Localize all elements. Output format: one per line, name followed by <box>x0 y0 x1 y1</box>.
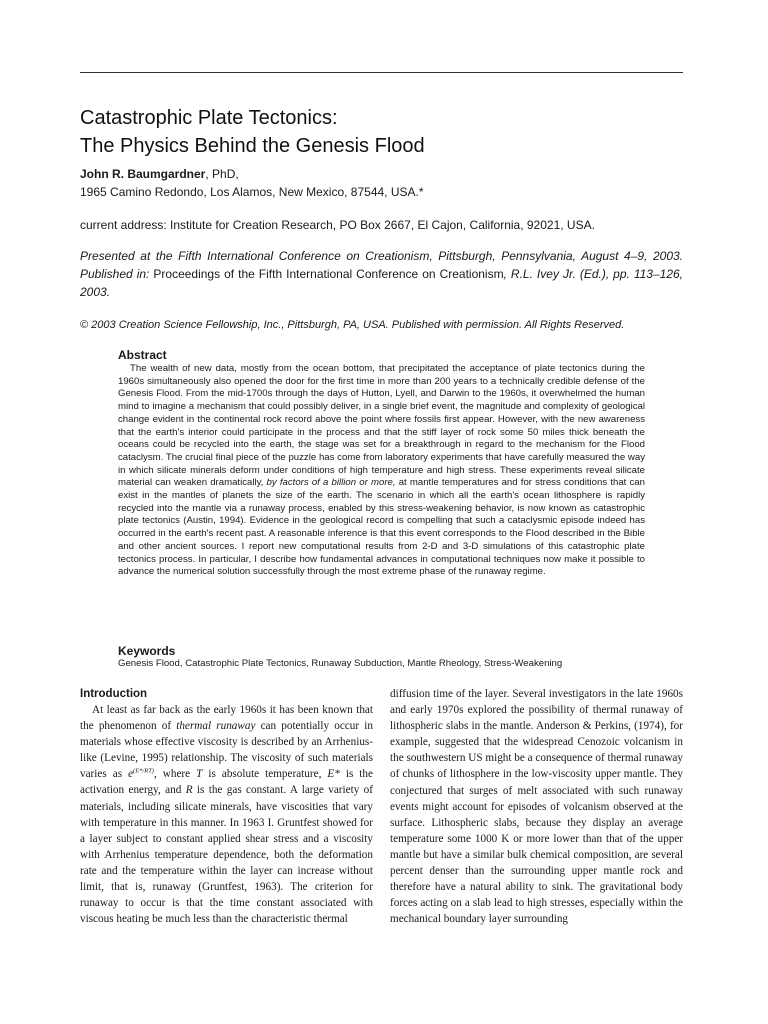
intro-formula-base: e <box>128 768 134 781</box>
author-degree: , PhD, <box>205 167 239 181</box>
title-line-2: The Physics Behind the Genesis Flood <box>80 135 425 157</box>
abstract-heading: Abstract <box>118 348 167 362</box>
intro-text-f: is the gas constant. A large variety of materials, including silicate minerals, have viscosities that vary with temperature in this manner. In 1963 I. Gruntfest showed for a layer subject to constant applied shear stress and a viscosity with Arrhenius temperature dependence, both the deformation rate and the temperature within the layer can increase without limit, that is, runaway (Gruntfest, 1963). The criterion for runaway to occur is that the time constant associated with viscous heating be much less than the characteristic thermal <box>80 784 373 926</box>
presentation-note <box>80 247 683 301</box>
keywords-heading: Keywords <box>118 644 176 658</box>
paper-title <box>80 104 690 160</box>
intro-text-c: , where <box>153 768 197 781</box>
author-line <box>80 165 690 183</box>
keywords-text: Genesis Flood, Catastrophic Plate Tectonics, Runaway Subduction, Mantle Rheology, Stress-Weakening <box>118 658 563 669</box>
introduction-heading: Introduction <box>80 688 148 700</box>
title-line-1: Catastrophic Plate Tectonics: <box>80 107 338 129</box>
abstract-text-part-1: The wealth of new data, mostly from the ocean bottom, that precipitated the acceptance of plate tectonics during the 1960s simultaneously also opened the door for the first time in more than 200 years to a technically credible defense of the Genesis Flood. From the mid-1700s through the days of Hutton, Lyell, and Darwin to the 1960s, it overwhelmed the human mind to imagine a mechanism that could possibly deliver, in a single brief event, the magnitude and complexity of geological change evident in the continental rock record above the point where fossils first appear. However, with the new awareness that the earth's interior could participate in the process and that the stiff layer of rock some 50 miles thick beneath the oceans could be recycled into the earth, the stage was set for a breakthrough in regard to the mechanism for the Flood cataclysm. The crucial final piece of the puzzle has come from laboratory experiments that have carefully measured the way in which silicate minerals deform under conditions of high temperature and high stress. These experiments reveal silicate material can weaken dramatically, <box>118 363 645 489</box>
abstract-text <box>118 363 645 579</box>
intro-symbol-r: R <box>185 784 193 797</box>
presented-text: Presented at the Fifth International Conference on Creationism, Pittsburgh, Pennsylvania, August 4–9, 2003. Published in: <box>80 249 683 281</box>
abstract-text-part-2: at mantle temperatures and for stress conditions that can exist in the mantles of planets the size of the earth. The scenario in which all the earth's ocean lithosphere is rapidly recycled into the mantle via a runaway process, enabled by this stress-weakening behavior, is now known as catastrophic plate tectonics (Austin, 1994). Evidence in the geological record is compelling that such a cataclysmic episode indeed has occurred in the earth's recent past. A reasonable inference is that this event corresponds to the Flood described in the Bible and other ancient sources. I report new computational results from 2-D and 3-D simulations of this catastrophic plate tectonics process. In particular, I describe how fundamental advances in computational techniques now make it possible to advance the numerical solution successfully through the most extreme phase of the runaway regime. <box>118 477 645 578</box>
top-rule <box>80 72 683 73</box>
intro-text-a: At least as far back as the early 1960s it has been known that the phenomenon of <box>80 704 373 733</box>
presented-details: , R.L. Ivey Jr. (Ed.), pp. 113–126, 2003. <box>80 267 684 299</box>
abstract-text-italic: by factors of a billion or more, <box>266 477 396 489</box>
intro-formula-exponent: (E*/RT) <box>133 767 154 775</box>
body-column-right <box>390 686 683 927</box>
intro-symbol-t: T <box>196 768 203 781</box>
body-column-left <box>80 686 373 927</box>
proceedings-title: Proceedings of the Fifth International Conference on Creationism <box>153 267 504 281</box>
intro-text-e: is the activation energy, and <box>80 768 373 797</box>
intro-text-b: can potentially occur in materials whose effective viscosity is described by an Arrhenius-like (Levine, 1995) relationship. The viscosity of such materials varies as <box>80 720 373 781</box>
current-address: current address: Institute for Creation Research, PO Box 2667, El Cajon, California, 92021, USA. <box>80 218 595 232</box>
author-block <box>80 165 690 201</box>
intro-symbol-e-star: E* <box>327 768 340 781</box>
introduction-paragraph-continued: diffusion time of the layer. Several investigators in the late 1960s and early 1970s explored the possibility of thermal runaway of lithospheric slabs in the mantle. Anderson & Perkins, (1974), for example, suggested that the widespread Cenozoic volcanism in the southwestern US might be a consequence of thermal runaway of chunks of lithosphere in the low-viscosity upper mantle. They conjectured that surges of melt associated with such runaway events might account for episodes of volcanism observed at the surface. Lithospheric slabs, because they display an average temperature some 1000 K or more lower than that of the upper mantle but have a similar bulk chemical composition, are several percent denser than the surrounding upper mantle rock and therefore have a natural ability to sink. The gravitational body forces acting on a slab lead to high stresses, especially within the mechanical boundary layer surrounding <box>390 688 683 926</box>
intro-text-thermal-runaway: thermal runaway <box>176 720 256 733</box>
author-address: 1965 Camino Redondo, Los Alamos, New Mexico, 87544, USA.* <box>80 185 424 199</box>
intro-text-d: is absolute temperature, <box>202 768 328 781</box>
author-name: John R. Baumgardner <box>80 167 206 181</box>
copyright-notice: © 2003 Creation Science Fellowship, Inc., Pittsburgh, PA, USA. Published with permission. All Rights Reserved. <box>80 319 625 331</box>
introduction-paragraph-1 <box>80 702 373 927</box>
